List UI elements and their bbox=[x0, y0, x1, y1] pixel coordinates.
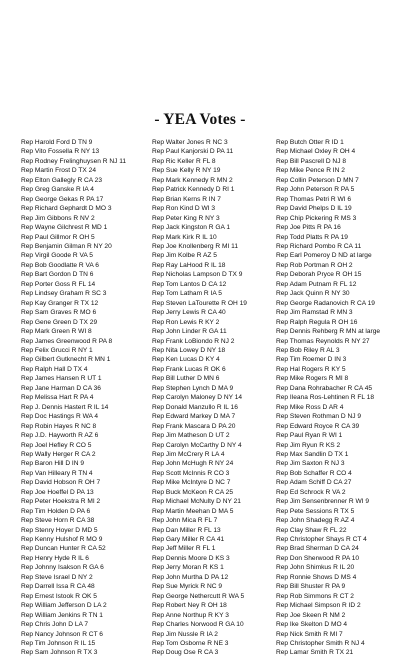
representative-entry: Rep Gilbert Gutknecht R MN 1 bbox=[21, 356, 111, 364]
representative-entry: Rep David Phelps D IL 19 bbox=[276, 205, 352, 213]
representative-entry: Rep Sam Graves R MO 6 bbox=[21, 309, 97, 317]
representative-entry: Rep Mike Ross D AR 4 bbox=[276, 403, 344, 411]
representative-entry: Rep Paul Ryan R WI 1 bbox=[276, 432, 343, 440]
representative-entry: Rep Jim Matheson D UT 2 bbox=[152, 432, 230, 440]
page-title: - YEA Votes - bbox=[154, 111, 246, 128]
representative-entry: Rep Steven Rothman D NJ 9 bbox=[276, 413, 362, 421]
representative-entry: Rep Jack Quinn R NY 30 bbox=[276, 290, 350, 298]
representative-entry: Rep Anne Northup R KY 3 bbox=[152, 611, 229, 619]
representative-entry: Rep Bob Riley R AL 3 bbox=[276, 346, 340, 354]
representative-entry: Rep Tom Lantos D CA 12 bbox=[152, 280, 227, 288]
representative-entry: Rep Michael Simpson R ID 2 bbox=[276, 602, 361, 610]
representative-entry: Rep Bill Luther D MN 6 bbox=[152, 375, 220, 383]
representative-entry: Rep Felix Grucci R NY 1 bbox=[21, 346, 93, 354]
representative-entry: Rep Paul Kanjorski D PA 11 bbox=[152, 148, 234, 156]
representative-entry: Rep Bob Goodlatte R VA 6 bbox=[21, 261, 99, 269]
representative-entry: Rep Doug Ose R CA 3 bbox=[152, 649, 219, 657]
representative-entry: Rep John McHugh R NY 24 bbox=[152, 460, 234, 468]
representative-entry: Rep Bart Gordon D TN 6 bbox=[21, 271, 94, 279]
representative-entry: Rep Stenry Hoyer D MD 5 bbox=[21, 526, 98, 534]
representative-entry: Rep Walter Jones R NC 3 bbox=[152, 139, 228, 146]
representative-entry: Rep Ed Schrock R VA 2 bbox=[276, 488, 346, 496]
representative-entry: Rep John Mica R FL 7 bbox=[152, 517, 218, 525]
representative-entry: Rep Jane Harman D CA 36 bbox=[21, 384, 101, 392]
representative-entry: Rep Joe Hoeffel D PA 13 bbox=[21, 488, 94, 496]
representative-entry: Rep Dennis Rehberg R MN at large bbox=[276, 328, 381, 336]
representative-entry: Rep James Greenwood R PA 8 bbox=[21, 337, 113, 345]
representative-entry: Rep Dan Miller R FL 13 bbox=[152, 526, 221, 534]
representative-entry: Rep Jim Sensenbrenner R WI 9 bbox=[276, 498, 370, 506]
representative-entry: Rep Dana Rohrabacher R CA 45 bbox=[276, 384, 373, 392]
representative-entry: Rep Ron Kind D WI 3 bbox=[152, 205, 216, 213]
representative-entry: Rep John Murtha D PA 12 bbox=[152, 573, 229, 581]
representative-entry: Rep Ralph Hall D TX 4 bbox=[21, 365, 88, 373]
representative-entry: Rep Joe Skeen R NM 2 bbox=[276, 611, 346, 619]
representative-entry: Rep Buck McKeon R CA 25 bbox=[152, 488, 233, 496]
representative-entry: Rep Ike Skelton D MO 4 bbox=[276, 621, 348, 629]
representative-entry: Rep Adam Putnam R FL 12 bbox=[276, 280, 357, 288]
representative-entry: Rep Baron Hill D IN 9 bbox=[21, 460, 85, 468]
representative-entry: Rep Hal Rogers R KY 5 bbox=[276, 365, 346, 373]
representative-entry: Rep Richard Pombo R CA 11 bbox=[276, 242, 362, 250]
representative-entry: Rep David Hobson R OH 7 bbox=[21, 479, 101, 487]
representative-entry: Rep Kay Granger R TX 12 bbox=[21, 299, 99, 307]
representative-entry: Rep J.D. Hayworth R AZ 6 bbox=[21, 432, 99, 440]
representative-entry: Rep Joel Hefley R CO 5 bbox=[21, 441, 92, 449]
representative-entry: Rep John Shimkus R IL 20 bbox=[276, 564, 355, 572]
representative-entry: Rep Tom Osborne R NE 3 bbox=[152, 640, 229, 648]
representative-entry: Rep Frank LoBiondo R NJ 2 bbox=[152, 337, 235, 345]
representative-entry: Rep Pete Sessions R TX 5 bbox=[276, 507, 355, 515]
representative-entry: Rep Martin Meehan D MA 5 bbox=[152, 507, 234, 515]
representative-entry: Rep Jim Ryun R KS 2 bbox=[276, 441, 341, 449]
representative-entry: Rep Steve Israel D NY 2 bbox=[21, 573, 93, 581]
representative-entry: Rep William Jenkins R TN 1 bbox=[21, 611, 103, 619]
representative-entry: Rep Mark Kirk R IL 10 bbox=[152, 233, 217, 241]
representative-entry: Rep Bill Shuster R PA 9 bbox=[276, 583, 346, 591]
representative-entry: Rep Robin Hayes R NC 8 bbox=[21, 422, 97, 430]
representative-entry: Rep Jim McCrery R LA 4 bbox=[152, 450, 225, 458]
representative-entry: Rep Nancy Johnson R CT 6 bbox=[21, 630, 103, 638]
representative-entry: Rep Ernest Istook R OK 5 bbox=[21, 592, 97, 600]
representative-entry: Rep Dennis Moore D KS 3 bbox=[152, 554, 230, 562]
representative-entry: Rep Jack Kingston R GA 1 bbox=[152, 224, 231, 232]
representative-entry: Rep Sue Myrick R NC 9 bbox=[152, 583, 222, 591]
representative-entry: Rep Ronnie Shows D MS 4 bbox=[276, 573, 357, 581]
representative-entry: Rep James Hansen R UT 1 bbox=[21, 375, 102, 383]
representative-entry: Rep Edward Royce R CA 39 bbox=[276, 422, 360, 430]
representative-entry: Rep Chip Pickering R MS 3 bbox=[276, 214, 357, 222]
representative-entry: Rep John Linder R GA 11 bbox=[152, 328, 227, 336]
representative-entry: Rep Tim Holden D PA 6 bbox=[21, 507, 91, 515]
representative-entry: Rep Michael Oxley R OH 4 bbox=[276, 148, 356, 156]
representative-entry: Rep Lindsey Graham R SC 3 bbox=[21, 290, 107, 298]
representative-entry: Rep Rob Portman R OH 2 bbox=[276, 261, 353, 269]
representative-entry: Rep Richard Gephardt D MO 3 bbox=[21, 205, 112, 213]
representative-entry: Rep Carolyn McCarthy D NY 4 bbox=[152, 441, 242, 449]
representative-entry: Rep Thomas Reynolds R NY 27 bbox=[276, 337, 370, 345]
representative-entry: Rep Donald Manzullo R IL 16 bbox=[152, 403, 238, 411]
representative-entry: Rep Ron Lewis R KY 2 bbox=[152, 318, 220, 326]
representative-entry: Rep Van Hilleary R TN 4 bbox=[21, 469, 93, 477]
representative-entry: Rep Peter Hoekstra R MI 2 bbox=[21, 498, 101, 506]
representative-entry: Rep Benjamin Gilman R NY 20 bbox=[21, 242, 112, 250]
representative-entry: Rep Wayne Gilchrest R MD 1 bbox=[21, 224, 108, 232]
representative-entry: Rep Jeff Miller R FL 1 bbox=[152, 545, 216, 553]
representative-entry: Rep George Radanovich R CA 19 bbox=[276, 299, 375, 307]
representative-entry: Rep Max Sandlin D TX 1 bbox=[276, 450, 349, 458]
representative-entry: Rep Tim Roemer D IN 3 bbox=[276, 356, 347, 364]
representative-entry: Rep Martin Frost D TX 24 bbox=[21, 167, 96, 175]
representative-entry: Rep Tom Latham R IA 5 bbox=[152, 290, 222, 298]
representative-entry: Rep Jim Nussle R IA 2 bbox=[152, 630, 218, 638]
representative-entry: Rep Jim Kolbe R AZ 5 bbox=[152, 252, 217, 260]
representative-entry: Rep Greg Ganske R IA 4 bbox=[21, 186, 94, 194]
representative-entry: Rep Joe Pitts R PA 16 bbox=[276, 224, 341, 232]
representative-entry: Rep Sue Kelly R NY 19 bbox=[152, 167, 221, 175]
representative-entry: Rep John Peterson R PA 5 bbox=[276, 186, 355, 194]
representative-entry: Rep Vito Fossella R NY 13 bbox=[21, 148, 100, 156]
representative-entry: Rep Sam Johnson R TX 3 bbox=[21, 649, 98, 657]
representative-entry: Rep Charles Norwood R GA 10 bbox=[152, 621, 244, 629]
representative-entry: Rep Clay Shaw R FL 22 bbox=[276, 526, 347, 534]
vote-list bbox=[0, 138, 400, 657]
vote-column-1 bbox=[21, 138, 149, 658]
representative-entry: Rep George Nethercutt R WA 5 bbox=[152, 592, 245, 600]
representative-entry: Rep Christopher Smith R NJ 4 bbox=[276, 640, 365, 648]
representative-entry: Rep Stephen Lynch D MA 9 bbox=[152, 384, 234, 392]
vote-column-3 bbox=[276, 138, 400, 658]
representative-entry: Rep Edward Markey D MA 7 bbox=[152, 413, 236, 421]
representative-entry: Rep Mike McIntyre D NC 7 bbox=[152, 479, 231, 487]
representative-entry: Rep Chris John D LA 7 bbox=[21, 621, 89, 629]
representative-entry: Rep Earl Pomeroy D ND at large bbox=[276, 252, 372, 260]
representative-entry: Rep Nita Lowey D NY 18 bbox=[152, 346, 226, 354]
representative-entry: Rep Todd Platts R PA 19 bbox=[276, 233, 348, 241]
representative-entry: Rep Rob Simmons R CT 2 bbox=[276, 592, 354, 600]
representative-entry: Rep Collin Peterson D MN 7 bbox=[276, 176, 359, 184]
representative-entry: Rep Kenny Hulshof R MO 9 bbox=[21, 536, 103, 544]
representative-entry: Rep George Gekas R PA 17 bbox=[21, 195, 104, 203]
representative-entry: Rep Jim Saxton R NJ 3 bbox=[276, 460, 345, 468]
representative-entry: Rep Harold Ford D TN 9 bbox=[21, 139, 93, 146]
representative-entry: Rep Brian Kerns R IN 7 bbox=[152, 195, 221, 203]
representative-entry: Rep Deborah Pryce R OH 15 bbox=[276, 271, 362, 279]
representative-entry: Rep Ray LaHood R IL 18 bbox=[152, 261, 226, 269]
representative-entry: Rep Tim Johnson R IL 15 bbox=[21, 640, 96, 648]
representative-entry: Rep Ken Lucas D KY 4 bbox=[152, 356, 220, 364]
representative-entry: Rep Frank Mascara D PA 20 bbox=[152, 422, 236, 430]
representative-entry: Rep Jim Ramstad R MN 3 bbox=[276, 309, 353, 317]
representative-entry: Rep Frank Lucas R OK 6 bbox=[152, 365, 226, 373]
representative-entry: Rep Duncan Hunter R CA 52 bbox=[21, 545, 106, 553]
representative-entry: Rep Mark Green R WI 8 bbox=[21, 328, 92, 336]
representative-entry: Rep Lamar Smith R TX 21 bbox=[276, 649, 354, 657]
representative-entry: Rep Patrick Kennedy D RI 1 bbox=[152, 186, 235, 194]
representative-entry: Rep Jerry Lewis R CA 40 bbox=[152, 309, 226, 317]
representative-entry: Rep Johnny Isakson R GA 6 bbox=[21, 564, 104, 572]
representative-entry: Rep Steven LaTourette R OH 19 bbox=[152, 299, 247, 307]
representative-entry: Rep Elton Gallegly R CA 23 bbox=[21, 176, 102, 184]
representative-entry: Rep Ric Keller R FL 8 bbox=[152, 157, 216, 165]
representative-entry: Rep Porter Goss R FL 14 bbox=[21, 280, 96, 288]
representative-entry: Rep John Shadegg R AZ 4 bbox=[276, 517, 355, 525]
representative-entry: Rep Michael McNulty D NY 21 bbox=[152, 498, 241, 506]
representative-entry: Rep Joe Knollenberg R MI 11 bbox=[152, 242, 239, 250]
representative-entry: Rep Butch Otter R ID 1 bbox=[276, 139, 344, 146]
representative-entry: Rep Christopher Shays R CT 4 bbox=[276, 536, 367, 544]
representative-entry: Rep Don Sherwood R PA 10 bbox=[276, 554, 360, 562]
representative-entry: Rep Jerry Moran R KS 1 bbox=[152, 564, 224, 572]
representative-entry: Rep Gary Miller R CA 41 bbox=[152, 536, 225, 544]
representative-entry: Rep Jim Gibbons R NV 2 bbox=[21, 214, 95, 222]
representative-entry: Rep Ralph Regula R OH 16 bbox=[276, 318, 358, 326]
representative-entry: Rep Nick Smith R MI 7 bbox=[276, 630, 343, 638]
representative-entry: Rep Bob Schaffer R CO 4 bbox=[276, 469, 352, 477]
representative-entry: Rep Paul Gillmor R OH 5 bbox=[21, 233, 95, 241]
representative-entry: Rep Thomas Petri R WI 6 bbox=[276, 195, 351, 203]
representative-entry: Rep Virgil Goode R VA 5 bbox=[21, 252, 93, 260]
representative-entry: Rep Scott McInnis R CO 3 bbox=[152, 469, 230, 477]
representative-entry: Rep Mike Pence R IN 2 bbox=[276, 167, 345, 175]
representative-entry: Rep Steve Horn R CA 38 bbox=[21, 517, 95, 525]
representative-entry: Rep Brad Sherman D CA 24 bbox=[276, 545, 359, 553]
representative-entry: Rep Nicholas Lampson D TX 9 bbox=[152, 271, 243, 279]
representative-entry: Rep Carolyn Maloney D NY 14 bbox=[152, 394, 243, 402]
representative-entry: Rep Ileana Ros-Lehtinen R FL 18 bbox=[276, 394, 374, 402]
representative-entry: Rep Adam Schiff D CA 27 bbox=[276, 479, 352, 487]
representative-entry: Rep Darrell Issa R CA 48 bbox=[21, 583, 95, 591]
representative-entry: Rep Mark Kennedy R MN 2 bbox=[152, 176, 233, 184]
representative-entry: Rep J. Dennis Hastert R IL 14 bbox=[21, 403, 109, 411]
representative-entry: Rep William Jefferson D LA 2 bbox=[21, 602, 107, 610]
representative-entry: Rep Doc Hastings R WA 4 bbox=[21, 413, 99, 421]
representative-entry: Rep Robert Ney R OH 18 bbox=[152, 602, 227, 610]
representative-entry: Rep Gene Green D TX 29 bbox=[21, 318, 98, 326]
representative-entry: Rep Mike Rogers R MI 8 bbox=[276, 375, 349, 383]
representative-entry: Rep Rodney Frelinghuysen R NJ 11 bbox=[21, 157, 127, 165]
vote-column-2 bbox=[152, 138, 274, 658]
representative-entry: Rep Bill Pascrell D NJ 8 bbox=[276, 157, 346, 165]
representative-entry: Rep Henry Hyde R IL 6 bbox=[21, 554, 89, 562]
representative-entry: Rep Peter King R NY 3 bbox=[152, 214, 220, 222]
representative-entry: Rep Wally Herger R CA 2 bbox=[21, 450, 96, 458]
representative-entry: Rep Melissa Hart R PA 4 bbox=[21, 394, 94, 402]
